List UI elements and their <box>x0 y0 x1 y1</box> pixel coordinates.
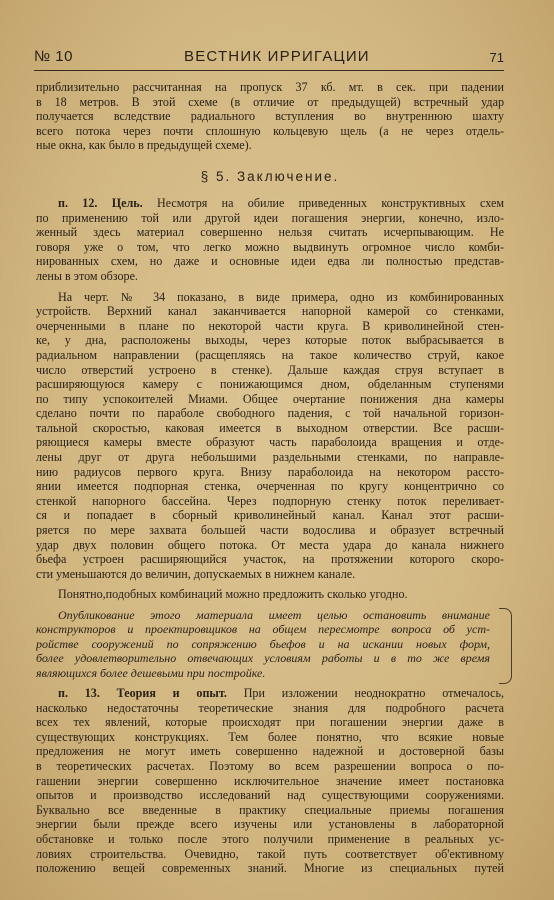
text-line: всего потока через почти сплошную кольцевую щель (а не через отдель- <box>36 123 504 138</box>
text-line: женный здесь материал совершенно нельзя считать исчерпывающим. Не <box>36 225 504 240</box>
text-line: существующих конструкциях. Тем более понятно, что всякие новые <box>36 729 504 744</box>
text-line: ке, у дна, расположены выходы, через которые поток выбрасывается в <box>36 333 504 348</box>
text-line: сти уменьшаются до величин, допускаемых в нижнем канале. <box>36 566 356 581</box>
text-line: нированных схем, но даже и основные идеи едва ли полностью представ- <box>36 254 504 269</box>
text-line: На черт. № 34 показано, в виде примера, одно из комбинированных <box>58 289 504 304</box>
text-line: Опубликование этого материала имеет целью остановить внимание <box>58 608 490 622</box>
text-line: ловиях строительства. Очевидно, такой путь соответствует об'ективному <box>36 846 504 861</box>
text-line: приблизительно рассчитанная на пропуск 37 кб. мт. в сек. при падении <box>36 80 504 94</box>
text-line: удар двух половин общего потока. От места удара до канала нижнего <box>36 537 504 552</box>
paragraph-drawing-34 <box>36 290 504 582</box>
text-line: ся и попадает в сборный криволинейный канал. Канал этот расши- <box>36 508 504 523</box>
text-line: говоря уже о том, что легко можно выдвинуть огромное число комби- <box>36 239 504 254</box>
paragraph-combinations <box>36 587 504 602</box>
text-line: обстановке и только после этого получили применение в реальных ус- <box>36 831 504 846</box>
margin-bracket <box>499 608 512 684</box>
text-line: насколько недостаточны теоретические знания для подробного расчета <box>36 700 504 715</box>
text-line: предложения не могут иметь совершенно надежной и достоверной базы <box>36 744 504 759</box>
text-line <box>36 686 504 701</box>
text-line: устройств. Верхний канал заканчивается напорной камерой со стенками, <box>36 304 504 319</box>
text-line: сделано почти по параболе свободного падения, с той начальной горизон- <box>36 406 504 421</box>
paragraph-12 <box>36 196 504 284</box>
text-line: очерченными в плане по некоторой части круга. В криволинейной стен- <box>36 318 504 333</box>
text-line <box>36 196 504 211</box>
journal-title: ВЕСТНИК ИРРИГАЦИИ <box>184 48 370 65</box>
text-line: по типу успокоителей Миами. Общее очертание понижения дна камеры <box>36 391 504 406</box>
text-line: всех тех явлений, которые происходят при погашении энергии даже в <box>36 715 504 730</box>
note-text <box>36 608 504 680</box>
text-line: тальной скоростью, каковая имеется в выходном отверстии. Все расши- <box>36 420 504 435</box>
text-line: ряющиеся камеры вместе образуют часть параболоида вращения и отде- <box>36 435 504 450</box>
text-line: Буквально все введенные в практику специальные приемы погашения <box>36 802 504 817</box>
page-body <box>36 80 504 876</box>
text-line: расширяющуюся камеру с понижающимся дном, обделанным ступенями <box>36 377 504 392</box>
text-line: янии имеется подпорная стенка, очерченная по кругу концентрично со <box>36 479 504 494</box>
text-line: гашении энергии совершенно исключительное значение имеет постановка <box>36 773 504 788</box>
text-line: более удовлетворительно отвечающих условиям работы и в то же время <box>36 651 490 666</box>
italic-note <box>36 608 504 680</box>
issue-number: № 10 <box>34 48 73 65</box>
text-line: бьефа устроен расширяющийся участок, на протяжении которого скоро- <box>36 552 504 567</box>
text-line: опытов и производство исследований над существующими сооружениями. <box>36 788 504 803</box>
text-line: число отверстий устроено в стенке). Дальше каждая струя вступает в <box>36 362 504 377</box>
text-line: радиальном направлении (расщепляясь на такое количество струй, какое <box>36 347 504 362</box>
text-line: получается вследствие радиального вступления во внутреннюю шахту <box>36 109 504 124</box>
paragraph-13 <box>36 686 504 876</box>
paragraph-label: п. 12. Цель. <box>58 195 143 210</box>
page-header <box>34 48 504 71</box>
text-line: энергии были прежде всего изучены или установлены в лабораторной <box>36 817 504 832</box>
text-line: лены в этом обзоре. <box>36 268 138 283</box>
text-line: ройстве сооружений по сопряжению бьефов и на искании новых форм, <box>36 636 490 651</box>
text-run: При изложении неоднократно отмечалось, <box>243 686 504 701</box>
text-line: ные окна, как было в предыдущей схеме). <box>36 138 252 153</box>
text-line: в теоретических расчетах. Поэтому во всем разрешении вопроса о по- <box>36 759 504 773</box>
text-line: положению вещей современных знаний. Многие из специальных путей <box>36 861 504 876</box>
text-line: по применению той или другой идеи погашения энергии, конечно, изло- <box>36 210 504 225</box>
text-line: в 18 метров. В этой схеме (в отличие от предыдущей) встречный удар <box>36 94 504 109</box>
text-line: Понятно,подобных комбинаций можно предложить сколько угодно. <box>58 587 408 602</box>
text-line: стенкой напорного бассейна. Через подпорную стенку поток переливает- <box>36 493 504 508</box>
text-line: конструкторов и проектировщиков на общем пересмотре вопроса об уст- <box>36 622 490 637</box>
page-number: 71 <box>489 50 504 65</box>
paragraph-label: п. 13. Теория и опыт. <box>58 686 227 701</box>
text-line: нию радиусов первого круга. Внизу параболоида на некотором рассто- <box>36 464 504 479</box>
text-line: ряется по мере захвата большей части водослива и образует встречный <box>36 523 504 538</box>
text-line: лены друг от друга небольшими раздельными стенками, по направле- <box>36 450 504 465</box>
text-line: являющихся более дешевыми при постройке. <box>36 665 266 680</box>
intro-paragraph <box>36 80 504 153</box>
text-run: Несмотря на обилие приведенных конструктивных схем <box>156 195 504 210</box>
section-heading: § 5. Заключение. <box>200 168 340 184</box>
